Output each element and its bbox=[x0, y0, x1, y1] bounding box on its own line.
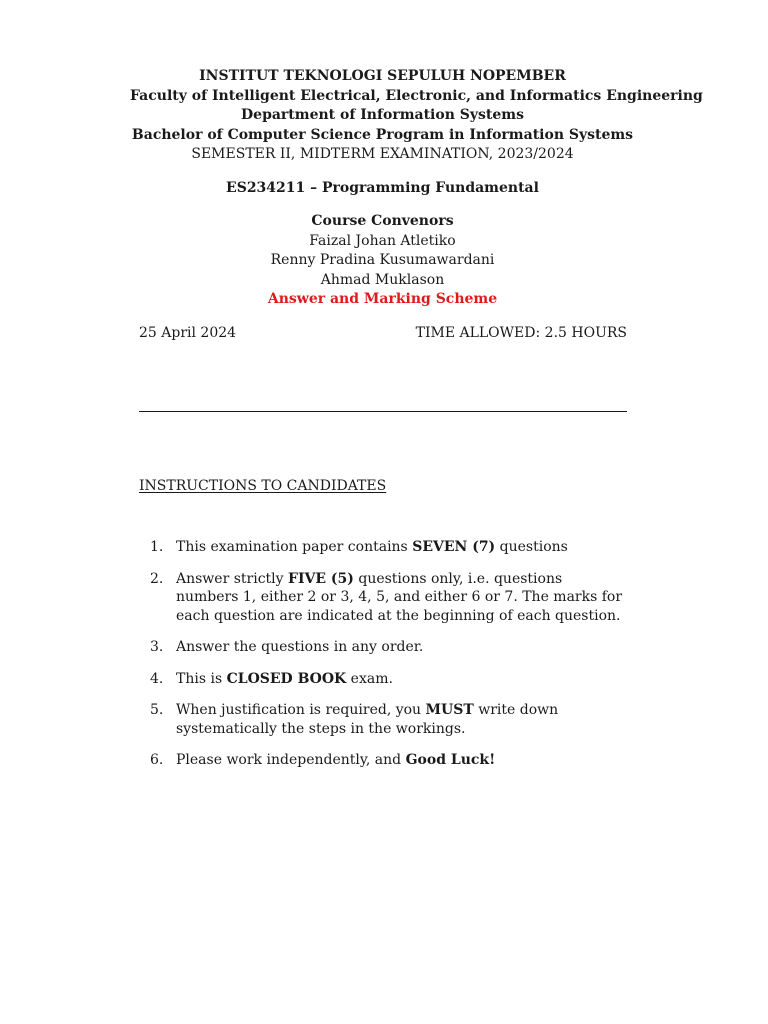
instruction-text-part: This is bbox=[176, 670, 227, 687]
instructions-list bbox=[150, 538, 628, 783]
instruction-item bbox=[150, 638, 628, 657]
instruction-text-part: exam. bbox=[346, 670, 393, 687]
instruction-emphasis: CLOSED BOOK bbox=[226, 670, 347, 687]
instruction-text-part: questions only, i.e. questions numbers 1, either 2 or 3, 4, 5, and either 6 or 7. The marks for each question are indicated at the beginning of each question. bbox=[176, 570, 623, 624]
instruction-number: 4. bbox=[150, 670, 164, 687]
instruction-text-part: Answer strictly bbox=[176, 570, 289, 587]
instruction-emphasis: Good Luck! bbox=[405, 752, 496, 768]
instruction-item bbox=[150, 751, 628, 770]
instruction-emphasis: SEVEN (7) bbox=[412, 539, 496, 555]
instruction-number: 5. bbox=[150, 702, 164, 718]
instruction-item bbox=[150, 538, 628, 557]
instruction-text-part: When justification is required, you bbox=[176, 702, 426, 718]
institution-name: INSTITUT TEKNOLOGI SEPULUH NOPEMBER bbox=[199, 68, 566, 84]
instruction-text-part: This examination paper contains bbox=[176, 539, 413, 555]
instruction-number: 6. bbox=[150, 752, 164, 768]
instruction-emphasis: FIVE (5) bbox=[288, 570, 354, 587]
instruction-text bbox=[176, 570, 628, 626]
convenor-name: Faizal Johan Atletiko bbox=[309, 232, 456, 249]
instruction-text-part: Please work independently, and bbox=[176, 752, 406, 768]
instruction-item bbox=[150, 570, 628, 626]
marking-scheme-label: Answer and Marking Scheme bbox=[267, 291, 498, 307]
instruction-item bbox=[150, 670, 628, 689]
instruction-item bbox=[150, 701, 628, 738]
exam-header bbox=[130, 67, 703, 310]
convenors-heading: Course Convenors bbox=[311, 213, 454, 229]
instruction-text-part: write down systematically the steps in the workings. bbox=[176, 702, 559, 737]
instruction-text bbox=[176, 538, 628, 557]
program-name: Bachelor of Computer Science Program in Information Systems bbox=[131, 126, 634, 143]
divider bbox=[139, 411, 627, 412]
time-allowed: TIME ALLOWED: 2.5 HOURS bbox=[415, 325, 627, 341]
convenor-name: Ahmad Muklason bbox=[320, 271, 445, 288]
instruction-emphasis: MUST bbox=[425, 702, 474, 718]
semester-line: SEMESTER II, MIDTERM EXAMINATION, 2023/2024 bbox=[191, 146, 574, 162]
instruction-text bbox=[176, 670, 628, 689]
instruction-text-part: questions bbox=[495, 539, 568, 555]
course-title: ES234211 – Programming Fundamental bbox=[226, 179, 539, 196]
exam-date: 25 April 2024 bbox=[139, 325, 237, 341]
department-name: Department of Information Systems bbox=[241, 107, 524, 123]
faculty-name: Faculty of Intelligent Electrical, Electronic, and Informatics Engineering bbox=[130, 87, 703, 104]
instruction-text bbox=[176, 701, 628, 738]
instruction-text bbox=[176, 638, 628, 657]
instructions-title: INSTRUCTIONS TO CANDIDATES bbox=[139, 478, 387, 494]
instruction-text-part: Answer the questions in any order. bbox=[176, 639, 424, 655]
instruction-text bbox=[176, 751, 628, 770]
instruction-number: 1. bbox=[150, 539, 164, 555]
instruction-number: 3. bbox=[150, 639, 164, 655]
instruction-number: 2. bbox=[150, 570, 164, 587]
convenor-name: Renny Pradina Kusumawardani bbox=[270, 252, 495, 268]
